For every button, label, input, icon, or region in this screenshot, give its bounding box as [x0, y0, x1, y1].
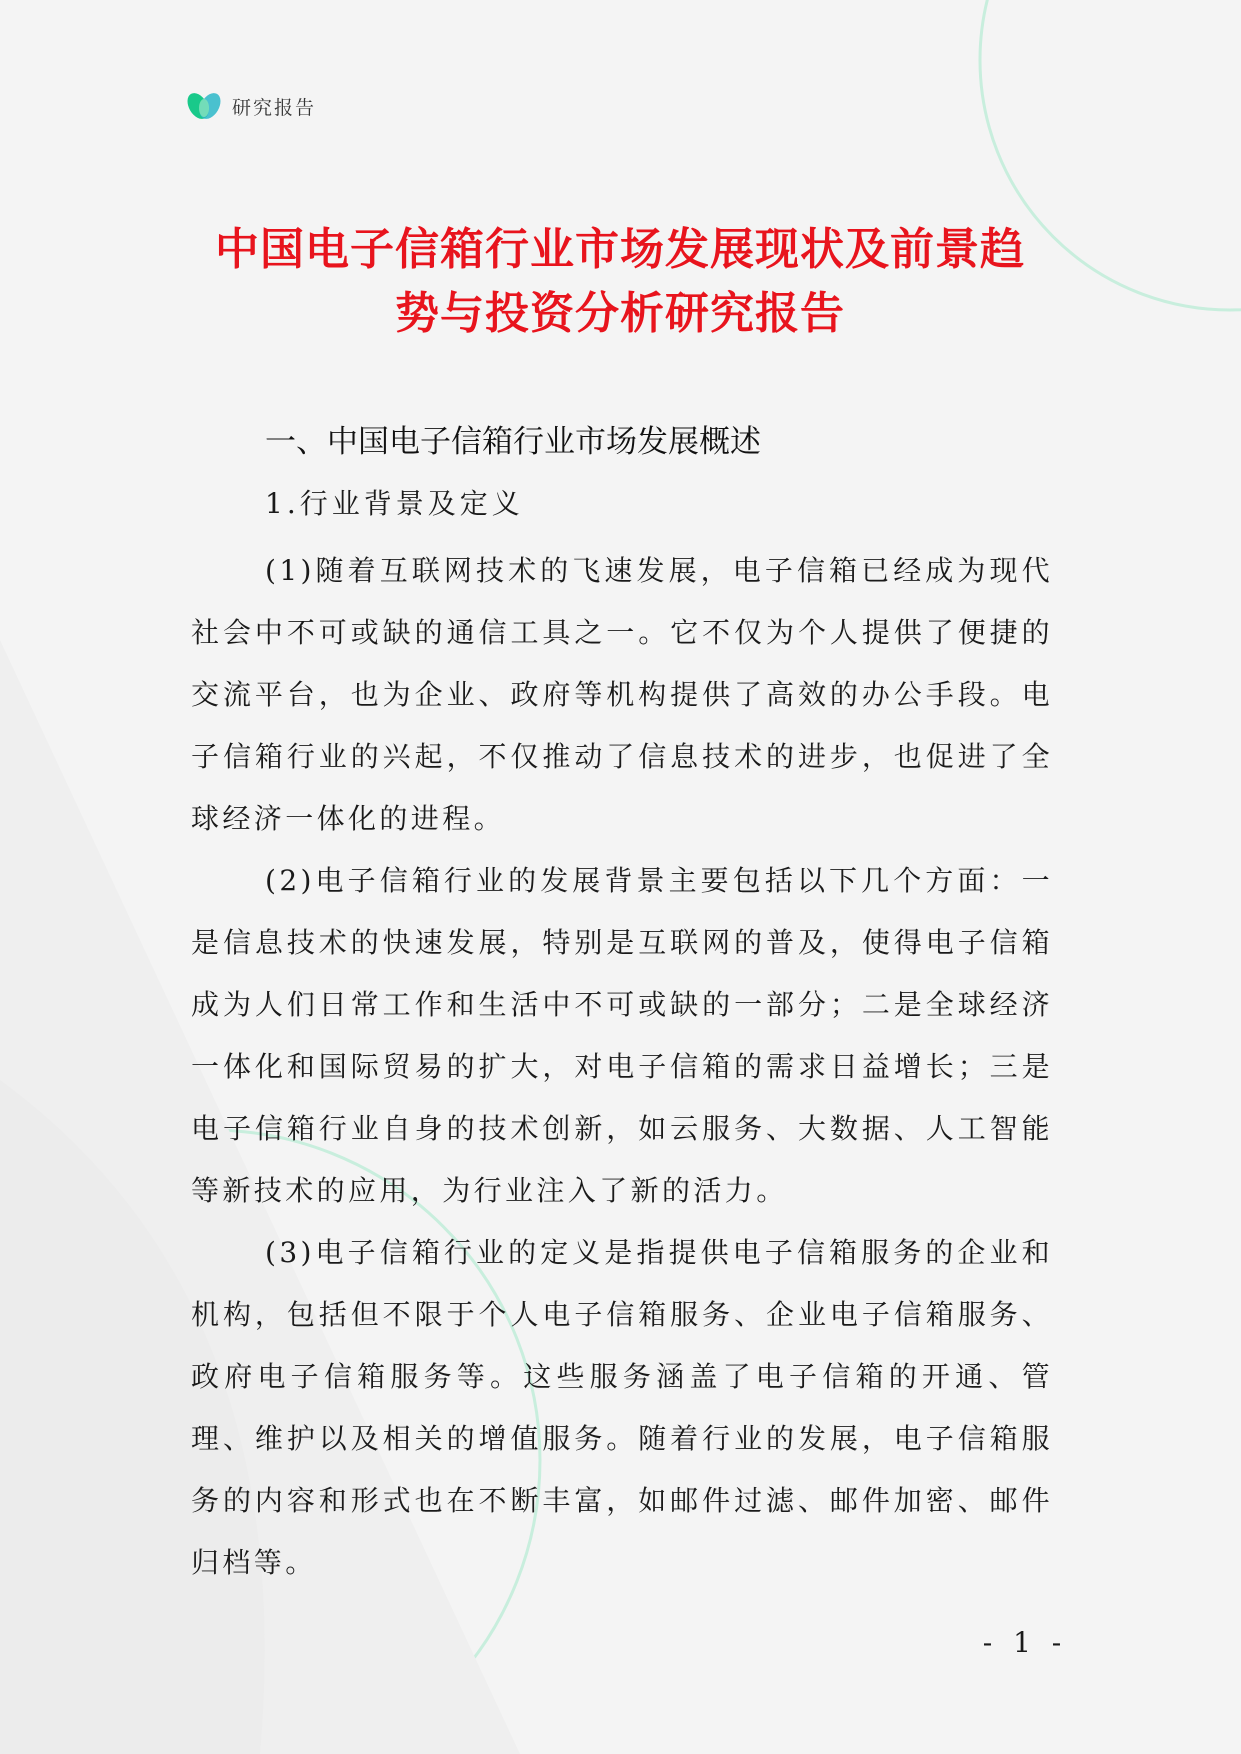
- title-line: 势与投资分析研究报告: [395, 288, 845, 339]
- title-line: 中国电子信箱行业市场发展现状及前景趋: [215, 224, 1025, 275]
- document-title: [180, 218, 1060, 346]
- report-header: [186, 88, 316, 124]
- header-label: 研究报告: [232, 96, 317, 119]
- paragraph: (2)电子信箱行业的发展背景主要包括以下几个方面：一是信息技术的快速发展，特别是互联网的普及，使得电子信箱成为人们日常工作和生活中不可或缺的一部分；二是全球经济一体化和国际贸易的扩大，对电子信箱的需求日益增长；三是电子信箱行业自身的技术创新，如云服务、大数据、人工智能等新技术的应用，为行业注入了新的活力。: [191, 864, 1053, 1207]
- page-number: - 1 -: [982, 1626, 1068, 1659]
- section-heading: 一、中国电子信箱行业市场发展概述: [265, 424, 761, 460]
- paragraph: (1)随着互联网技术的飞速发展，电子信箱已经成为现代社会中不可或缺的通信工具之一。它不仅为个人提供了便捷的交流平台，也为企业、政府等机构提供了高效的办公手段。电子信箱行业的兴起，不仅推动了信息技术的进步，也促进了全球经济一体化的进程。: [191, 554, 1053, 835]
- brand-logo-icon: [186, 88, 222, 124]
- document-body: [191, 418, 1053, 1594]
- sub-heading: 1.行业背景及定义: [265, 487, 524, 520]
- paragraph: (3)电子信箱行业的定义是指提供电子信箱服务的企业和机构，包括但不限于个人电子信箱服务、企业电子信箱服务、政府电子信箱服务等。这些服务涵盖了电子信箱的开通、管理、维护以及相关的增值服务。随着行业的发展，电子信箱服务的内容和形式也在不断丰富，如邮件过滤、邮件加密、邮件归档等。: [191, 1236, 1053, 1579]
